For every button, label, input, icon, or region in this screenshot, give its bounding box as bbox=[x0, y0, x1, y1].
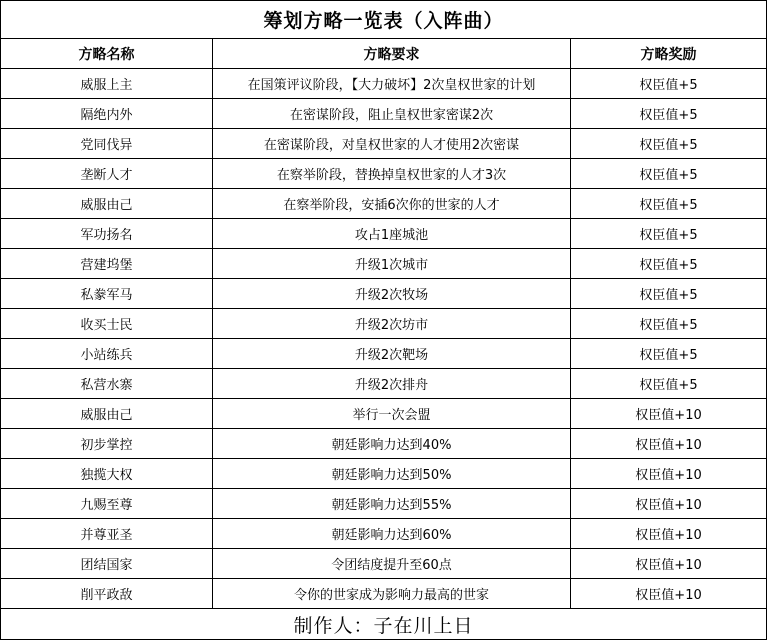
table-row bbox=[1, 69, 767, 99]
table-row bbox=[1, 129, 767, 159]
cell-strategy-name: 隔绝内外 bbox=[1, 99, 213, 129]
cell-strategy-requirement: 举行一次会盟 bbox=[213, 399, 571, 429]
header-reward: 方略奖励 bbox=[571, 39, 767, 69]
cell-strategy-name: 威服上主 bbox=[1, 69, 213, 99]
cell-strategy-reward: 权臣值+10 bbox=[571, 459, 767, 489]
cell-strategy-requirement: 在密谋阶段，阻止皇权世家密谋2次 bbox=[213, 99, 571, 129]
cell-strategy-requirement: 升级2次靶场 bbox=[213, 339, 571, 369]
cell-strategy-requirement: 升级1次城市 bbox=[213, 249, 571, 279]
cell-strategy-reward: 权臣值+5 bbox=[571, 219, 767, 249]
cell-strategy-requirement: 升级2次坊市 bbox=[213, 309, 571, 339]
cell-strategy-requirement: 朝廷影响力达到55% bbox=[213, 489, 571, 519]
table-row bbox=[1, 429, 767, 459]
cell-strategy-reward: 权臣值+5 bbox=[571, 339, 767, 369]
cell-strategy-requirement: 升级2次牧场 bbox=[213, 279, 571, 309]
table-row bbox=[1, 309, 767, 339]
header-requirement: 方略要求 bbox=[213, 39, 571, 69]
table-row bbox=[1, 219, 767, 249]
cell-strategy-name: 私豢军马 bbox=[1, 279, 213, 309]
table-row bbox=[1, 159, 767, 189]
cell-strategy-name: 威服由己 bbox=[1, 399, 213, 429]
cell-strategy-requirement: 令你的世家成为影响力最高的世家 bbox=[213, 579, 571, 609]
table-row bbox=[1, 489, 767, 519]
cell-strategy-requirement: 朝廷影响力达到50% bbox=[213, 459, 571, 489]
table-row bbox=[1, 189, 767, 219]
cell-strategy-name: 垄断人才 bbox=[1, 159, 213, 189]
cell-strategy-name: 私营水寨 bbox=[1, 369, 213, 399]
cell-strategy-reward: 权臣值+5 bbox=[571, 249, 767, 279]
table-row bbox=[1, 369, 767, 399]
cell-strategy-name: 威服由己 bbox=[1, 189, 213, 219]
cell-strategy-name: 初步掌控 bbox=[1, 429, 213, 459]
table-row bbox=[1, 519, 767, 549]
table-row bbox=[1, 399, 767, 429]
cell-strategy-requirement: 攻占1座城池 bbox=[213, 219, 571, 249]
cell-strategy-reward: 权臣值+5 bbox=[571, 99, 767, 129]
cell-strategy-name: 小站练兵 bbox=[1, 339, 213, 369]
cell-strategy-name: 并尊亚圣 bbox=[1, 519, 213, 549]
cell-strategy-reward: 权臣值+10 bbox=[571, 549, 767, 579]
cell-strategy-requirement: 朝廷影响力达到40% bbox=[213, 429, 571, 459]
cell-strategy-name: 军功扬名 bbox=[1, 219, 213, 249]
cell-strategy-name: 营建坞堡 bbox=[1, 249, 213, 279]
cell-strategy-reward: 权臣值+5 bbox=[571, 129, 767, 159]
table-body bbox=[1, 69, 767, 609]
cell-strategy-requirement: 在国策评议阶段，【大力破坏】2次皇权世家的计划 bbox=[213, 69, 571, 99]
cell-strategy-name: 削平政敌 bbox=[1, 579, 213, 609]
cell-strategy-reward: 权臣值+5 bbox=[571, 369, 767, 399]
cell-strategy-reward: 权臣值+10 bbox=[571, 579, 767, 609]
cell-strategy-requirement: 令团结度提升至60点 bbox=[213, 549, 571, 579]
table-row bbox=[1, 549, 767, 579]
cell-strategy-name: 独揽大权 bbox=[1, 459, 213, 489]
cell-strategy-requirement: 在密谋阶段，对皇权世家的人才使用2次密谋 bbox=[213, 129, 571, 159]
cell-strategy-requirement: 朝廷影响力达到60% bbox=[213, 519, 571, 549]
cell-strategy-requirement: 升级2次排舟 bbox=[213, 369, 571, 399]
cell-strategy-name: 收买士民 bbox=[1, 309, 213, 339]
table-row bbox=[1, 279, 767, 309]
cell-strategy-reward: 权臣值+10 bbox=[571, 519, 767, 549]
cell-strategy-requirement: 在察举阶段，安插6次你的世家的人才 bbox=[213, 189, 571, 219]
cell-strategy-name: 团结国家 bbox=[1, 549, 213, 579]
header-row bbox=[1, 39, 767, 69]
cell-strategy-reward: 权臣值+5 bbox=[571, 159, 767, 189]
author-credit: 制作人：子在川上日 bbox=[1, 609, 767, 640]
cell-strategy-reward: 权臣值+10 bbox=[571, 399, 767, 429]
table-row bbox=[1, 99, 767, 129]
table-title: 筹划方略一览表（入阵曲） bbox=[1, 1, 767, 39]
table-row bbox=[1, 459, 767, 489]
cell-strategy-reward: 权臣值+5 bbox=[571, 309, 767, 339]
cell-strategy-name: 九赐至尊 bbox=[1, 489, 213, 519]
cell-strategy-reward: 权臣值+5 bbox=[571, 69, 767, 99]
cell-strategy-name: 党同伐异 bbox=[1, 129, 213, 159]
table-row bbox=[1, 339, 767, 369]
cell-strategy-reward: 权臣值+5 bbox=[571, 279, 767, 309]
cell-strategy-requirement: 在察举阶段，替换掉皇权世家的人才3次 bbox=[213, 159, 571, 189]
header-name: 方略名称 bbox=[1, 39, 213, 69]
cell-strategy-reward: 权臣值+10 bbox=[571, 429, 767, 459]
cell-strategy-reward: 权臣值+10 bbox=[571, 489, 767, 519]
table-row bbox=[1, 579, 767, 609]
table-row bbox=[1, 249, 767, 279]
cell-strategy-reward: 权臣值+5 bbox=[571, 189, 767, 219]
